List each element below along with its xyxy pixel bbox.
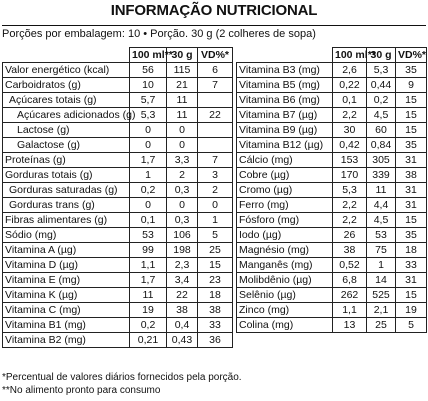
serving-info: Porções por embalagem: 10 • Porção. 30 g (2 colheres de sopa)	[2, 25, 426, 40]
table-row	[3, 213, 233, 228]
value-100ml: 0	[130, 198, 167, 213]
value-30g: 2	[167, 168, 198, 183]
value-vd: 15	[396, 93, 427, 108]
value-vd: 15	[198, 258, 233, 273]
value-30g: 4,4	[367, 198, 396, 213]
table-row	[237, 213, 427, 228]
table-row	[237, 93, 427, 108]
value-vd: 22	[198, 108, 233, 123]
value-vd: 36	[198, 333, 233, 348]
nutrient-name: Galactose (g)	[3, 138, 130, 153]
value-100ml: 1,1	[333, 303, 367, 318]
value-100ml: 11	[130, 288, 167, 303]
value-30g: 106	[167, 228, 198, 243]
value-30g: 0,2	[367, 93, 396, 108]
value-30g: 0,44	[367, 78, 396, 93]
nutrient-name: Selênio (µg)	[237, 288, 333, 303]
table-row	[237, 258, 427, 273]
value-30g: 525	[367, 288, 396, 303]
value-100ml: 2,2	[333, 108, 367, 123]
table-row	[3, 138, 233, 153]
table-row	[237, 138, 427, 153]
table-row	[237, 153, 427, 168]
value-vd: 31	[396, 183, 427, 198]
table-row	[237, 183, 427, 198]
value-30g: 2,1	[367, 303, 396, 318]
table-row	[3, 228, 233, 243]
nutrient-name: Valor energético (kcal)	[3, 63, 130, 78]
value-100ml: 19	[130, 303, 167, 318]
nutrient-name: Vitamina D (µg)	[3, 258, 130, 273]
nutrient-name: Gorduras trans (g)	[3, 198, 130, 213]
nutrition-table-left	[2, 47, 233, 348]
value-100ml: 30	[333, 123, 367, 138]
value-30g: 0,43	[167, 333, 198, 348]
table-row	[3, 108, 233, 123]
value-vd: 18	[396, 243, 427, 258]
value-100ml: 5,3	[333, 183, 367, 198]
value-vd: 15	[396, 288, 427, 303]
value-100ml: 1,7	[130, 153, 167, 168]
value-100ml: 10	[130, 78, 167, 93]
nutrient-name: Magnésio (mg)	[237, 243, 333, 258]
value-30g: 0	[167, 123, 198, 138]
value-vd: 15	[396, 108, 427, 123]
table-row	[237, 318, 427, 333]
table-row	[3, 303, 233, 318]
table-row	[237, 288, 427, 303]
table-row	[237, 303, 427, 318]
nutrient-name: Sódio (mg)	[3, 228, 130, 243]
value-30g: 21	[167, 78, 198, 93]
value-100ml: 0,1	[130, 213, 167, 228]
nutrient-name: Vitamina B5 (mg)	[237, 78, 333, 93]
nutrient-name: Vitamina B12 (µg)	[237, 138, 333, 153]
nutrient-name: Vitamina K (µg)	[3, 288, 130, 303]
value-30g: 0,4	[167, 318, 198, 333]
nutrient-name: Fibras alimentares (g)	[3, 213, 130, 228]
table-row	[3, 183, 233, 198]
value-100ml: 1	[130, 168, 167, 183]
value-vd: 35	[396, 138, 427, 153]
value-30g: 11	[167, 108, 198, 123]
nutrient-name: Iodo (µg)	[237, 228, 333, 243]
value-vd: 7	[198, 78, 233, 93]
value-100ml: 0,1	[333, 93, 367, 108]
value-vd: 35	[396, 63, 427, 78]
nutrient-name: Açúcares adicionados (g)	[3, 108, 130, 123]
value-30g: 305	[367, 153, 396, 168]
nutrient-name: Carboidratos (g)	[3, 78, 130, 93]
value-30g: 22	[167, 288, 198, 303]
value-vd: 6	[198, 63, 233, 78]
value-100ml: 2,2	[333, 213, 367, 228]
value-100ml: 0	[130, 138, 167, 153]
value-30g: 60	[367, 123, 396, 138]
value-vd	[198, 93, 233, 108]
table-row	[237, 243, 427, 258]
value-vd	[198, 123, 233, 138]
nutrient-name: Gorduras saturadas (g)	[3, 183, 130, 198]
value-vd: 15	[396, 213, 427, 228]
value-30g: 3,4	[167, 273, 198, 288]
header-vd: VD%*	[396, 48, 427, 63]
value-100ml: 5,3	[130, 108, 167, 123]
nutrient-name: Molibdênio (µg)	[237, 273, 333, 288]
value-30g: 4,5	[367, 213, 396, 228]
value-30g: 75	[367, 243, 396, 258]
value-vd: 38	[396, 168, 427, 183]
table-row	[3, 93, 233, 108]
value-30g: 4,5	[367, 108, 396, 123]
nutrient-name: Gorduras totais (g)	[3, 168, 130, 183]
value-vd: 5	[396, 318, 427, 333]
table-row	[3, 273, 233, 288]
value-100ml: 1,7	[130, 273, 167, 288]
value-vd: 5	[198, 228, 233, 243]
value-100ml: 0	[130, 123, 167, 138]
value-vd: 23	[198, 273, 233, 288]
value-30g: 38	[167, 303, 198, 318]
value-100ml: 262	[333, 288, 367, 303]
value-vd: 7	[198, 153, 233, 168]
nutrient-name: Ferro (mg)	[237, 198, 333, 213]
table-row	[3, 63, 233, 78]
table-row	[3, 243, 233, 258]
nutrient-name: Vitamina A (µg)	[3, 243, 130, 258]
value-100ml: 0,2	[130, 318, 167, 333]
value-vd: 9	[396, 78, 427, 93]
nutrient-name: Vitamina B1 (mg)	[3, 318, 130, 333]
value-30g: 5,3	[367, 63, 396, 78]
value-30g: 3,3	[167, 153, 198, 168]
value-30g: 53	[367, 228, 396, 243]
value-vd: 19	[396, 303, 427, 318]
nutrient-name: Lactose (g)	[3, 123, 130, 138]
table-row	[237, 198, 427, 213]
table-row	[3, 333, 233, 348]
table-row	[237, 123, 427, 138]
table-row	[3, 198, 233, 213]
value-vd: 18	[198, 288, 233, 303]
nutrient-name: Cobre (µg)	[237, 168, 333, 183]
value-30g: 0,84	[367, 138, 396, 153]
nutrient-name: Cálcio (mg)	[237, 153, 333, 168]
header-30g: 30 g	[167, 48, 198, 63]
value-100ml: 153	[333, 153, 367, 168]
nutrient-name: Vitamina E (mg)	[3, 273, 130, 288]
value-vd: 15	[396, 123, 427, 138]
value-30g: 0,3	[167, 183, 198, 198]
value-100ml: 170	[333, 168, 367, 183]
table-row	[3, 258, 233, 273]
value-vd: 31	[396, 153, 427, 168]
value-100ml: 6,8	[333, 273, 367, 288]
value-vd: 2	[198, 183, 233, 198]
nutrient-name: Açúcares totais (g)	[3, 93, 130, 108]
table-row	[3, 123, 233, 138]
nutrient-name: Vitamina B7 (µg)	[237, 108, 333, 123]
value-30g: 11	[167, 93, 198, 108]
header-100ml: 100 ml**	[130, 48, 167, 63]
value-100ml: 56	[130, 63, 167, 78]
table-row	[237, 108, 427, 123]
table-row	[3, 288, 233, 303]
header-nutrient	[3, 48, 130, 63]
header-nutrient	[237, 48, 333, 63]
nutrient-name: Zinco (mg)	[237, 303, 333, 318]
header-100ml: 100 ml**	[333, 48, 367, 63]
value-vd	[198, 138, 233, 153]
nutrient-name: Vitamina B6 (mg)	[237, 93, 333, 108]
value-vd: 31	[396, 198, 427, 213]
value-100ml: 38	[333, 243, 367, 258]
table-row	[237, 168, 427, 183]
value-vd: 31	[396, 273, 427, 288]
value-vd: 25	[198, 243, 233, 258]
nutrient-name: Cromo (µg)	[237, 183, 333, 198]
value-30g: 0,3	[167, 213, 198, 228]
value-100ml: 1,1	[130, 258, 167, 273]
value-30g: 14	[367, 273, 396, 288]
value-100ml: 99	[130, 243, 167, 258]
table-row	[3, 168, 233, 183]
value-30g: 1	[367, 258, 396, 273]
table-row	[3, 318, 233, 333]
nutrient-name: Colina (mg)	[237, 318, 333, 333]
footnote-ready: **No alimento pronto para consumo	[2, 385, 161, 396]
value-30g: 0	[167, 138, 198, 153]
value-100ml: 2,6	[333, 63, 367, 78]
label-title: INFORMAÇÃO NUTRICIONAL	[110, 2, 318, 19]
value-30g: 0	[167, 198, 198, 213]
nutrient-name: Vitamina B3 (mg)	[237, 63, 333, 78]
value-vd: 0	[198, 198, 233, 213]
value-100ml: 0,22	[333, 78, 367, 93]
value-vd: 38	[198, 303, 233, 318]
header-vd: VD%*	[198, 48, 233, 63]
value-100ml: 13	[333, 318, 367, 333]
nutrient-name: Manganês (mg)	[237, 258, 333, 273]
value-vd: 3	[198, 168, 233, 183]
table-row	[237, 228, 427, 243]
value-30g: 198	[167, 243, 198, 258]
nutrient-name: Vitamina C (mg)	[3, 303, 130, 318]
table-row	[237, 78, 427, 93]
value-vd: 33	[198, 318, 233, 333]
value-100ml: 2,2	[333, 198, 367, 213]
table-row	[237, 273, 427, 288]
nutrient-name: Vitamina B2 (mg)	[3, 333, 130, 348]
value-100ml: 0,52	[333, 258, 367, 273]
footnote-vd: *Percentual de valores diários fornecidos pela porção.	[2, 372, 242, 383]
table-header-row	[237, 48, 427, 63]
value-vd: 33	[396, 258, 427, 273]
nutrition-table-right	[236, 47, 427, 333]
value-vd: 35	[396, 228, 427, 243]
table-header-row	[3, 48, 233, 63]
value-100ml: 0,2	[130, 183, 167, 198]
value-30g: 2,3	[167, 258, 198, 273]
value-30g: 11	[367, 183, 396, 198]
table-row	[237, 63, 427, 78]
table-row	[3, 153, 233, 168]
value-100ml: 53	[130, 228, 167, 243]
value-30g: 115	[167, 63, 198, 78]
nutrient-name: Vitamina B9 (µg)	[237, 123, 333, 138]
value-30g: 25	[367, 318, 396, 333]
header-30g: 30 g	[367, 48, 396, 63]
value-100ml: 5,7	[130, 93, 167, 108]
value-100ml: 26	[333, 228, 367, 243]
nutrient-name: Proteínas (g)	[3, 153, 130, 168]
nutrient-name: Fósforo (mg)	[237, 213, 333, 228]
table-row	[3, 78, 233, 93]
value-vd: 1	[198, 213, 233, 228]
value-100ml: 0,21	[130, 333, 167, 348]
value-100ml: 0,42	[333, 138, 367, 153]
value-30g: 339	[367, 168, 396, 183]
